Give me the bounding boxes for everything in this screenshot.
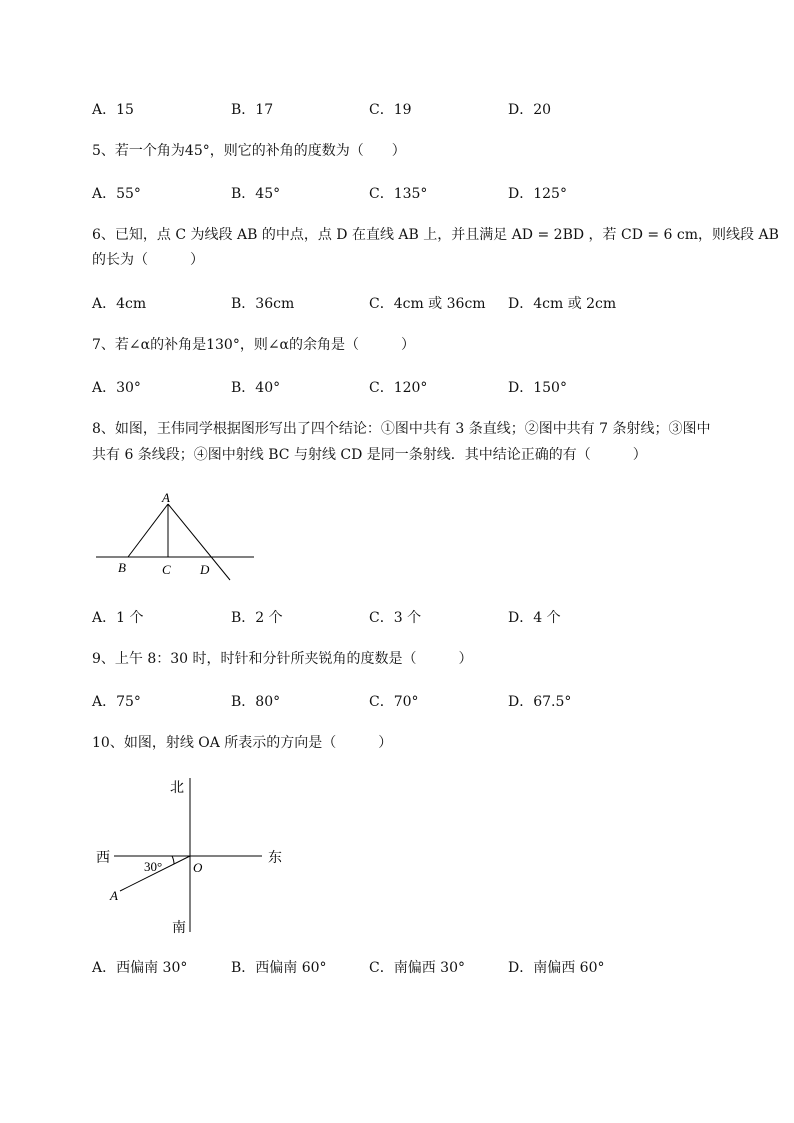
q8-stem-line1: 8、如图，王伟同学根据图形写出了四个结论：①图中共有 3 条直线；②图中共有 7 条射线；③图中 — [92, 421, 711, 437]
q9-stem: 9、上午 8：30 时，时针和分针所夹锐角的度数是（ ） — [92, 651, 473, 667]
q4-option-a: A．15 — [92, 102, 134, 118]
q8-label-b: B — [118, 560, 126, 575]
q6-option-a: A．4cm — [92, 296, 147, 312]
q8-option-d: D．4 个 — [508, 610, 561, 626]
q10-label-a: A — [110, 888, 118, 903]
q6-stem-line1: 6、已知，点 C 为线段 AB 的中点，点 D 在直线 AB 上，并且满足 AD = 2BD ，若 CD = 6 cm，则线段 AB — [92, 227, 779, 243]
q7-option-c: C．120° — [369, 380, 428, 396]
q8-option-c: C．3 个 — [369, 610, 422, 626]
q5-option-c: C．135° — [369, 186, 428, 202]
q8-label-c: C — [162, 562, 171, 577]
q10-stem: 10、如图，射线 OA 所表示的方向是（ ） — [92, 735, 393, 751]
q8-option-a: A．1 个 — [92, 610, 144, 626]
q10-label-south: 南 — [172, 921, 186, 936]
q8-segment-ab — [128, 504, 168, 557]
q7-stem: 7、若∠α的补角是130°，则∠α的余角是（ ） — [92, 337, 415, 353]
q8-label-d: D — [200, 562, 210, 577]
q6-option-c: C．4cm 或 36cm — [369, 296, 486, 312]
q4-option-d: D．20 — [508, 102, 552, 118]
q10-label-west: 西 — [96, 851, 110, 866]
q10-figure — [92, 772, 292, 938]
q10-label-east: 东 — [268, 851, 282, 866]
q8-stem-line2: 共有 6 条线段；④图中射线 BC 与射线 CD 是同一条射线．其中结论正确的有（ ） — [92, 447, 647, 463]
q5-stem: 5、若一个角为45°，则它的补角的度数为（ ） — [92, 143, 406, 159]
q6-option-b: B．36cm — [231, 296, 295, 312]
q5-option-a: A．55° — [92, 186, 141, 202]
q7-option-a: A．30° — [92, 380, 141, 396]
q10-option-b: B．西偏南 60° — [231, 960, 327, 976]
q10-label-north: 北 — [170, 781, 184, 796]
q7-option-b: B．40° — [231, 380, 281, 396]
q4-option-c: C．19 — [369, 102, 412, 118]
q10-option-d: D．南偏西 60° — [508, 960, 605, 976]
q10-label-o: O — [193, 860, 203, 875]
q8-line-ad — [168, 504, 230, 580]
q5-option-d: D．125° — [508, 186, 567, 202]
q10-option-c: C．南偏西 30° — [369, 960, 465, 976]
q6-stem-line2: 的长为（ ） — [92, 252, 204, 268]
q10-angle-arc — [172, 856, 174, 864]
q7-option-d: D．150° — [508, 380, 567, 396]
q4-option-b: B．17 — [231, 102, 274, 118]
q8-option-b: B．2 个 — [231, 610, 283, 626]
q9-option-d: D．67.5° — [508, 694, 572, 710]
q9-option-c: C．70° — [369, 694, 419, 710]
q9-option-b: B．80° — [231, 694, 281, 710]
q6-option-d: D．4cm 或 2cm — [508, 296, 617, 312]
q8-label-a: A — [162, 490, 170, 505]
q5-option-b: B．45° — [231, 186, 281, 202]
q10-label-angle: 30° — [144, 859, 163, 874]
q8-figure — [92, 486, 262, 586]
q10-option-a: A．西偏南 30° — [92, 960, 188, 976]
q9-option-a: A．75° — [92, 694, 141, 710]
